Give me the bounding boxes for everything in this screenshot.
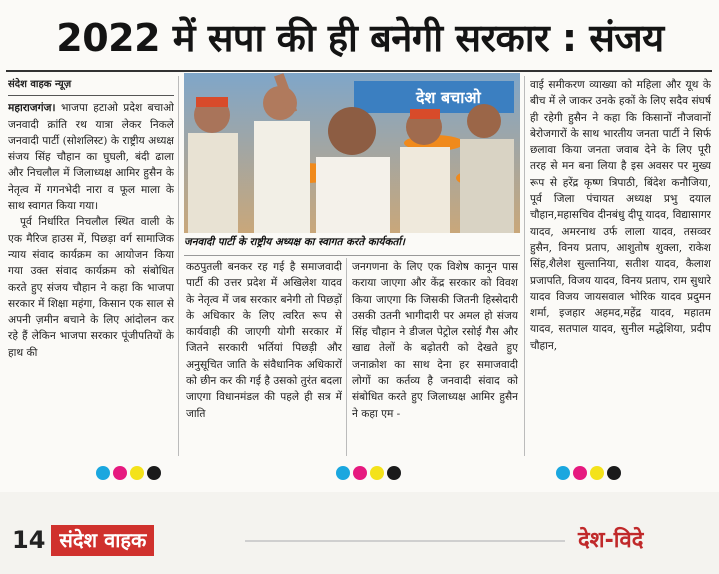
column-divider [178, 76, 179, 456]
section-title: देश-विदे [578, 528, 644, 553]
page-folio [12, 524, 154, 556]
page-number: 14 [12, 526, 46, 554]
magenta-dot [113, 466, 127, 480]
article-column-4 [530, 77, 711, 455]
black-dot [607, 466, 621, 480]
byline: संदेश वाहक न्यूज़ [8, 77, 174, 96]
magenta-dot [573, 466, 587, 480]
article-text-2: कठपुतली बनकर रह गई है समाजवादी पार्टी की उत्तर प्रदेश में अखिलेश यादव के नेतृत्व में जब सरकार बनेगी तो पिछड़ों के अधिकार के लिए त्वरित रूप से कार्यवाही की जाएगी योगी सरकार में जितने सरकारी भर्तियां पिछड़ी और अनुसूचित जाति के संवैधानिक अधिकारों को छीन कर की गई है उसको तुरंत बदला जाएगा विधानमंडल की पहले ही सत्र में जाति [186, 261, 342, 420]
headline: 2022 में सपा की ही बनेगी सरकार : संजय [56, 16, 664, 60]
cyan-dot [336, 466, 350, 480]
column-divider [346, 258, 347, 456]
magenta-dot [353, 466, 367, 480]
dateline: महाराजगंज। [8, 102, 56, 115]
masthead-brand: संदेश वाहक [51, 525, 154, 556]
column-divider [524, 76, 525, 456]
yellow-dot [130, 466, 144, 480]
article-column-2 [186, 259, 342, 455]
registration-marks-right [556, 465, 621, 481]
article-paragraph-2: पूर्व निर्धारित निचलौल स्थित वाली के एक मैरिज हाउस में, पिछड़ा वर्ग सामाजिक न्याय संवाद कार्यक्रम का आयोजन किया गया उक्त संवाद कार्यक्रम को संबोधित करते हुए संजय चौहान ने कहा कि भाजपा सरकार में शिक्षा महंगा, किसान एक साल से अपनी ज़मीन बचाने के लिए आंदोलन कर रहे हैं लेकिन भाजपा सरकार पूंजीपतियों के हाथ की [8, 216, 174, 359]
banner-text: देश बचाओ [416, 88, 481, 107]
registration-marks-left [96, 465, 161, 481]
cyan-dot [556, 466, 570, 480]
photo-caption: जनवादी पार्टी के राष्ट्रीय अध्यक्ष का स्वागत करते कार्यकर्ता। [184, 235, 520, 256]
black-dot [147, 466, 161, 480]
news-photo [184, 73, 520, 233]
headline-rule [6, 70, 712, 72]
cyan-dot [96, 466, 110, 480]
article-text-3: जनगणना के लिए एक विशेष कानून पास कराया जाएगा और केंद्र सरकार को विवश किया जाएगा कि जिसकी जितनी हिस्सेदारी उसकी उतनी भागीदारी पर अमल हो संजय सिंह चौहान ने डीजल पेट्रोल रसोई गैस और खाद्य तेलों के बढ़ोतरी को देखते हुए जनाक्रोश का साथ देना हर समाजवादी लोगों का कर्तव्य है जनवादी संवाद को संबोधित करते हुए जिलाध्यक्ष आमिर हुसैन ने कहा एम - [352, 261, 518, 420]
article-column-1 [8, 77, 174, 455]
yellow-dot [590, 466, 604, 480]
registration-marks-middle [336, 465, 401, 481]
article-paragraph-1 [8, 100, 174, 214]
crowd-photo-illustration [184, 73, 520, 233]
article-text-1: भाजपा हटाओ प्रदेश बचाओ जनवादी क्रांति रथ यात्रा लेकर निकले जनवादी पार्टी (सोशलिस्ट) के राष्ट्रीय अध्यक्ष संजय सिंह चौहान का घुघली, बंदी ढाला और निचलौल में जिलाध्यक्ष आमिर हुसैन के नेतृत्व में गगनभेदी नारा व फूल माला के साथ स्वागत किया गया। [8, 102, 174, 213]
folio-rule [245, 540, 565, 542]
black-dot [387, 466, 401, 480]
yellow-dot [370, 466, 384, 480]
article-column-3 [352, 259, 518, 455]
article-text-4: वाई समीकरण व्याख्या को महिला और यूथ के बीच में ले जाकर उनके हकों के लिए सदैव संघर्ष ही रहेगी हुसैन ने कहा कि किसानों नौजवानों बेरोजगारों के साथ भारतीय जनता पार्टी ने सिर्फ छलावा किया जनता जवाब देने के लिए पूरी तरह से मन बना लिया है इस अवसर पर मुख्य रूप से हरेंद्र कृष्ण त्रिपाठी, बिंदेश कनौजिया, पूर्व जिला पंचायत अध्यक्ष प्रभु दयाल चौहान,महासचिव दीनबंधु दीपू यादव, विद्यासागर यादव, अमरनाथ उर्फ लाला यादव, तसव्वर हुसैन, विनय प्रताप, आशुतोष शुक्ला, राकेश सिंह,शैलेश सुल्तानिया, सतीश यादव, कैलाश प्रजापति, विजय यादव, विनय प्रताप, राम सुधारे यादव विजय जायसवाल भोरिक यादव प्रदुमन शर्मा, इजहार अहमद,महेंद्र यादव, महातम यादव, सतपाल यादव, सुनील मद्धेशिया, प्रदीप चौहान, [530, 79, 711, 352]
